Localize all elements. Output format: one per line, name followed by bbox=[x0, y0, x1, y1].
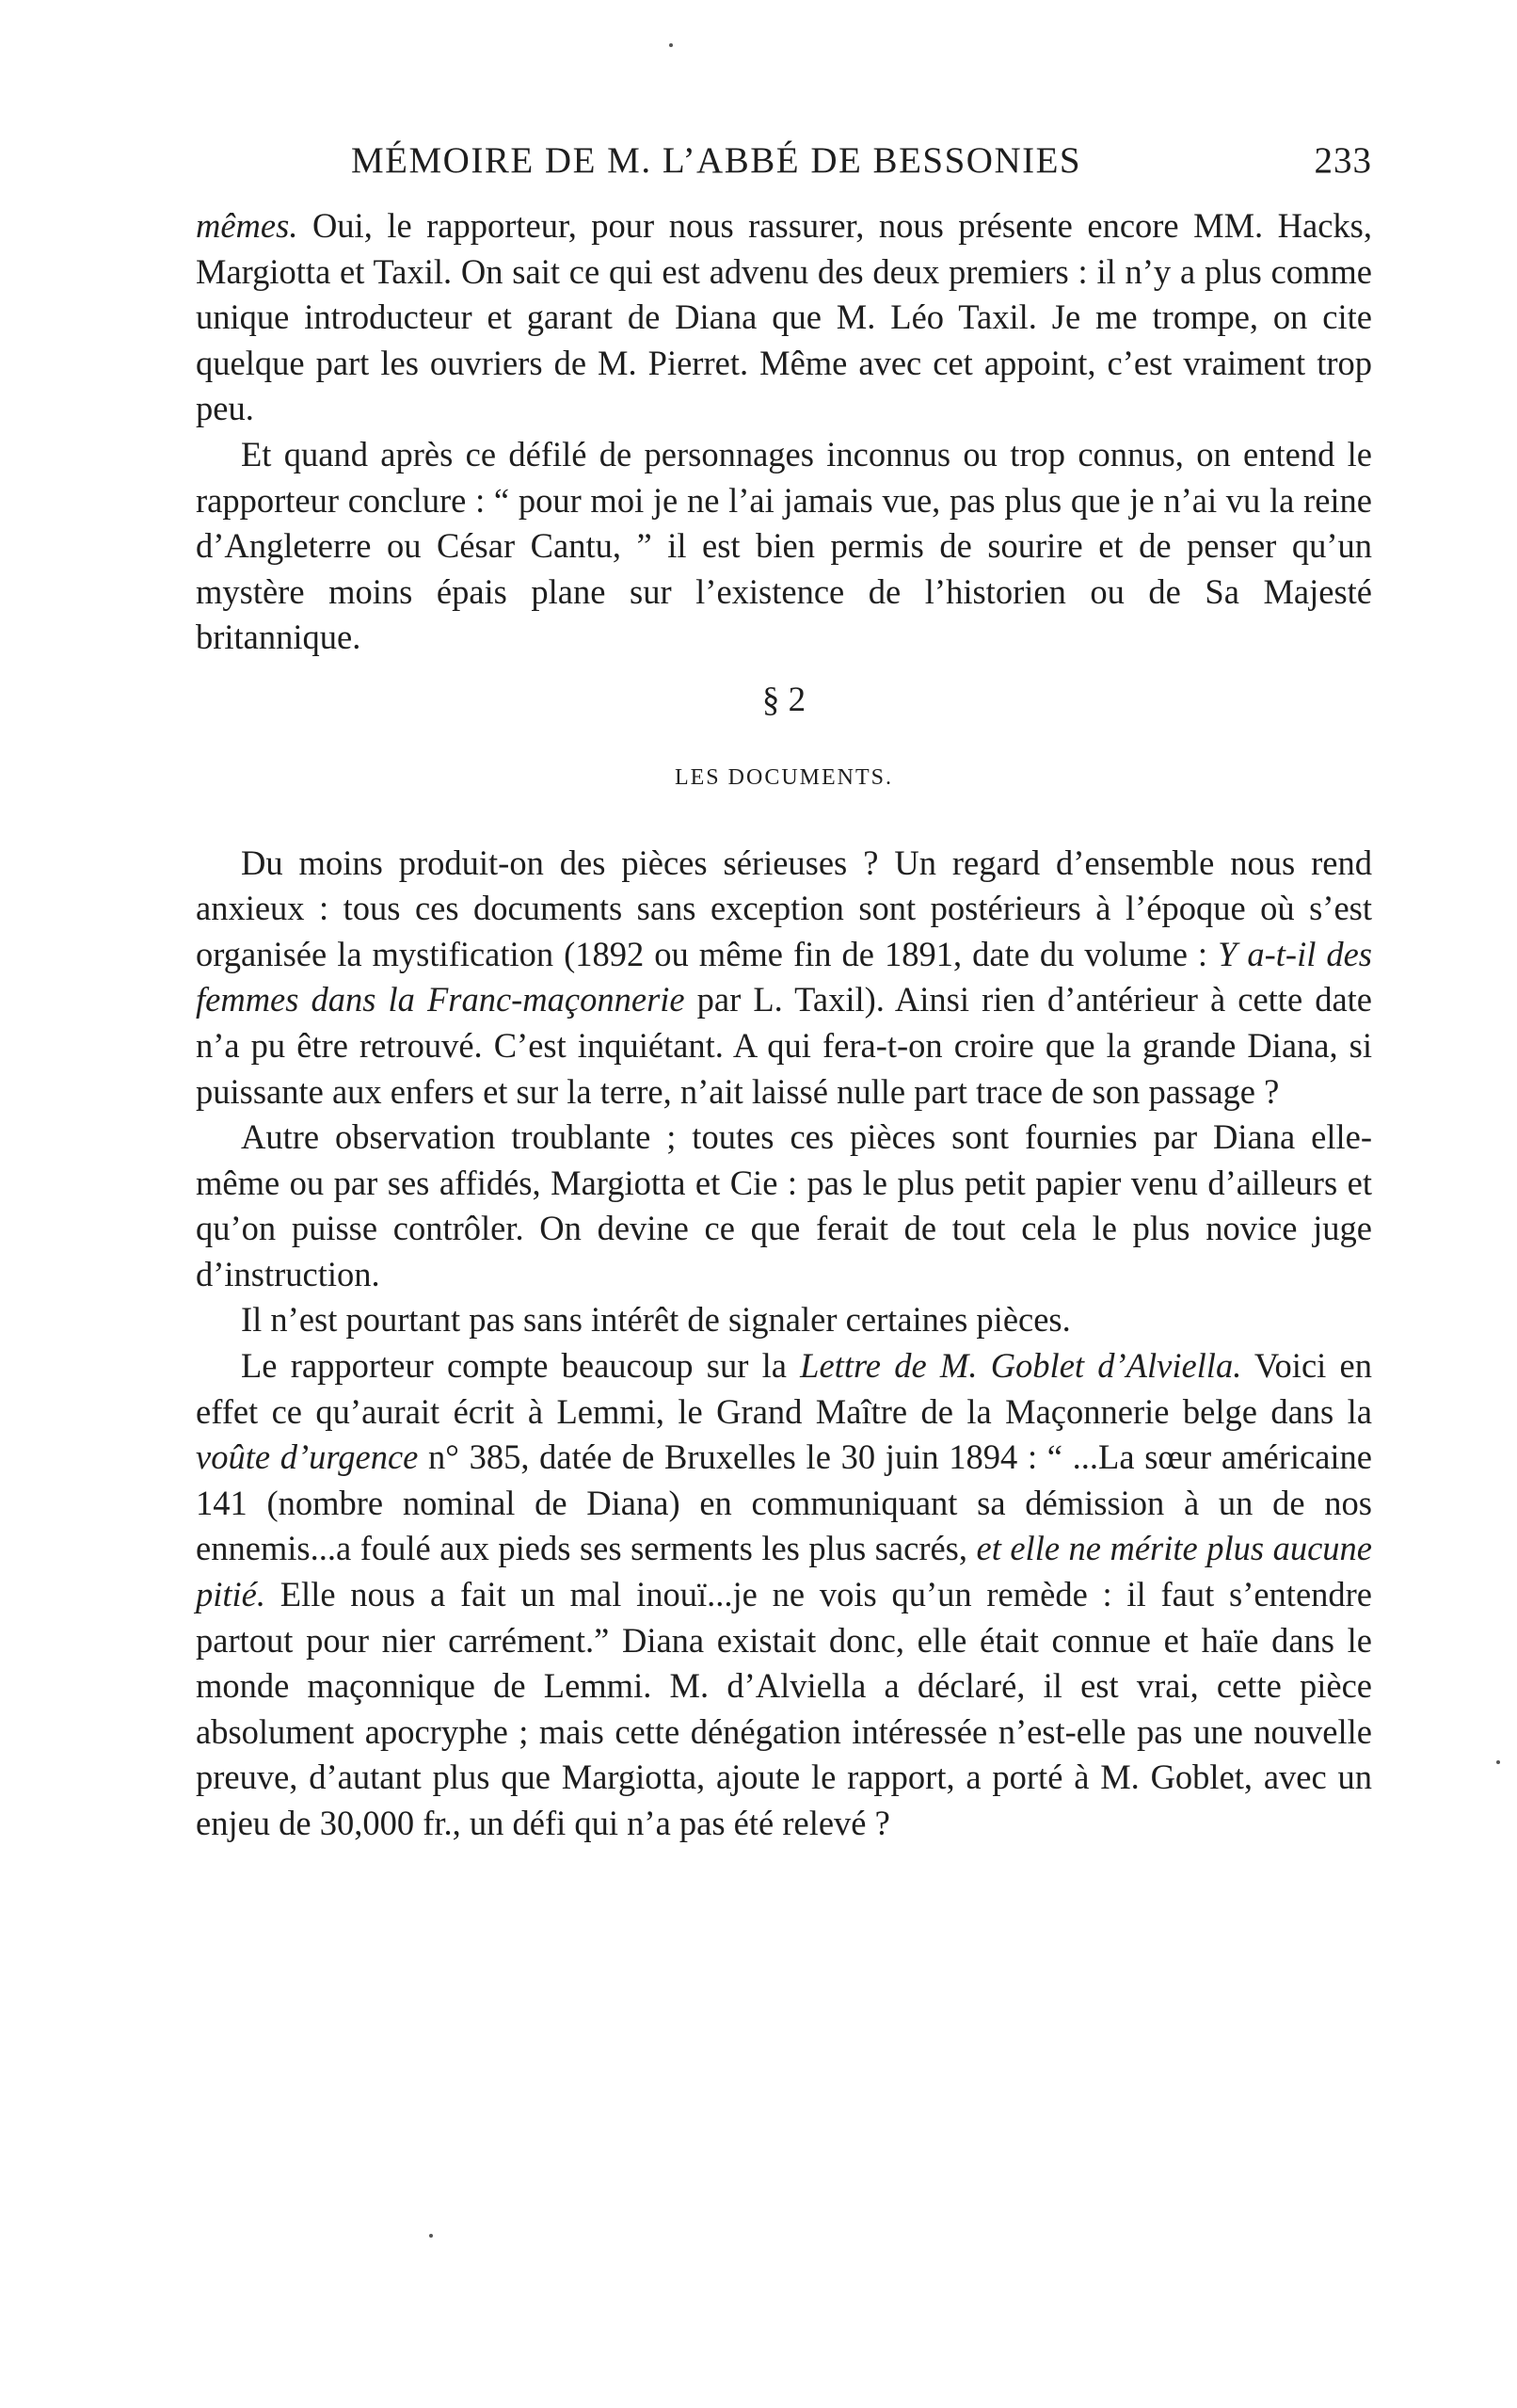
paragraph bbox=[196, 203, 1372, 432]
paragraph bbox=[196, 1343, 1372, 1847]
text-run: Le rapporteur compte beaucoup sur la bbox=[241, 1346, 801, 1386]
paragraph bbox=[196, 1115, 1372, 1297]
section-mark: § 2 bbox=[761, 680, 806, 719]
text-run: Oui, le rapporteur, pour nous rassurer, nous présente encore MM. Hacks, Margiotta et Taxil. On sait ce qui est advenu des deux premiers : il n’y a plus comme unique introducteur et garant de Diana que M. Léo Taxil. Je me trompe, on cite quelque part les ouvriers de M. Pierret. Même avec cet appoint, c’est vraiment trop peu. bbox=[196, 206, 1372, 428]
running-head bbox=[196, 139, 1372, 194]
text-run: Et quand après ce défilé de personnages inconnus ou trop connus, on entend le rapporteur conclure : “ pour moi je ne l’ai jamais vue, pas plus que je n’ai vu la reine d’Angleterre ou César Cantu, ” il est bien permis de sourire et de penser qu’un mystère moins épais plane sur l’existence de l’historien ou de Sa Majesté britannique. bbox=[196, 434, 1372, 657]
scan-speck bbox=[1496, 1760, 1500, 1764]
body-text bbox=[196, 203, 1372, 1847]
text-run: Elle nous a fait un mal inouï...je ne vois qu’un remède : il faut s’entendre partout pour nier carrément.” Diana existait donc, elle était connue et haïe dans le monde maçonnique de Lemmi. M. d’Alviella a déclaré, il est vrai, cette pièce absolument apocryphe ; mais cette dénégation intéressée n’est-elle pas une nouvelle preuve, d’autant plus que Margiotta, ajoute le rapport, a porté à M. Goblet, avec un enjeu de 30,000 fr., un défi qui n’a pas été relevé ? bbox=[196, 1575, 1372, 1842]
text-run: par L. Taxil). Ainsi rien d’antérieur à cette date n’a pu être retrouvé. C’est inquiétant. A qui fera-t-on croire que la grande Diana, si puissante aux enfers et sur la terre, n’ait laissé nulle part trace de son passage ? bbox=[196, 980, 1372, 1111]
paragraph bbox=[196, 432, 1372, 661]
scan-speck bbox=[669, 43, 673, 47]
page-number: 233 bbox=[1314, 140, 1372, 181]
scan-speck bbox=[429, 2234, 433, 2238]
text-run: Il n’est pourtant pas sans intérêt de signaler certaines pièces. bbox=[241, 1300, 1071, 1340]
page bbox=[196, 139, 1372, 1847]
paragraph bbox=[196, 841, 1372, 1116]
running-title: MÉMOIRE DE M. L’ABBÉ DE BESSONIES bbox=[351, 140, 1082, 181]
text-run: Autre observation troublante ; toutes ces pièces sont fournies par Diana elle-même ou par ses affidés, Margiotta et Cie : pas le plus petit papier venu d’ailleurs et qu’on puisse contrôler. On devine ce que ferait de tout cela le plus novice juge d’instruction. bbox=[196, 1117, 1372, 1293]
italic-run: voûte d’urgence bbox=[196, 1437, 419, 1477]
italic-run: Lettre de M. Goblet d’Alviella. bbox=[800, 1346, 1242, 1386]
italic-run: Y a-t-il des femmes dans la Franc-maçonnerie bbox=[196, 934, 1373, 1019]
text-run: Du moins produit-on des pièces sérieuses ? Un regard d’ensemble nous rend anxieux : tous ces documents sans exception sont postérieurs à l’époque où s’est organisée la mystification (1892 ou même fin de 1891, date du volume : bbox=[196, 843, 1372, 973]
italic-run: mêmes. bbox=[196, 206, 298, 245]
paragraph bbox=[196, 1297, 1372, 1343]
text-run: Voici en effet ce qu’aurait écrit à Lemmi, le Grand Maître de la Maçonnerie belge dans la bbox=[196, 1346, 1372, 1431]
bottom-paragraphs bbox=[196, 841, 1372, 1847]
text-run: n° 385, datée de Bruxelles le 30 juin 1894 : “ ...La sœur américaine 141 (nombre nominal de Diana) en communiquant sa démission à un de nos ennemis...a foulé aux pieds ses serments les plus sacrés, bbox=[196, 1437, 1372, 1568]
top-paragraphs bbox=[196, 203, 1372, 661]
italic-run: et elle ne mérite plus aucune pitié. bbox=[196, 1529, 1372, 1614]
section-title: LES DOCUMENTS. bbox=[674, 764, 893, 790]
